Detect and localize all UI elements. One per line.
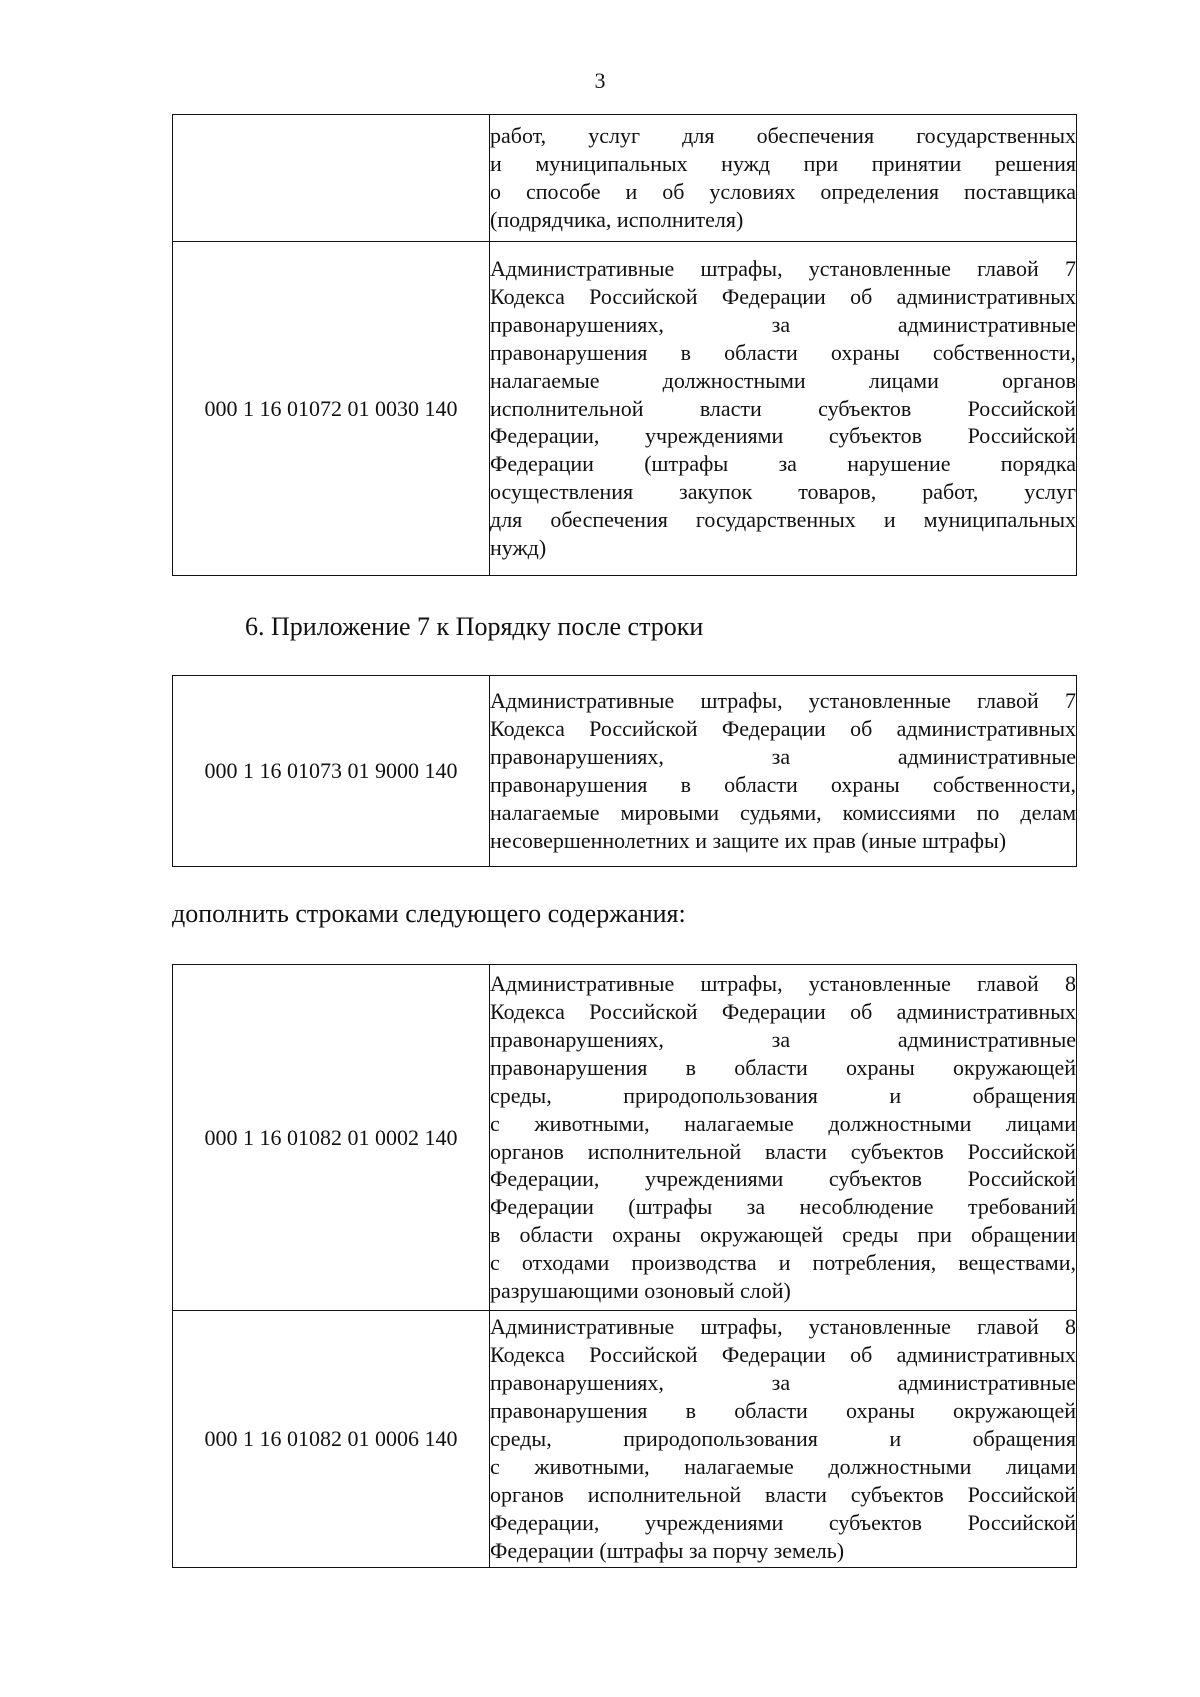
budget-codes-table-1 xyxy=(172,114,1077,576)
description-line: Федерации (штрафы за порчу земель) xyxy=(490,1537,845,1563)
description-line: Кодекса Российской Федерации об административных xyxy=(490,716,1076,742)
budget-code-cell: 000 1 16 01072 01 0030 140 xyxy=(173,242,490,576)
description-line: Кодекса Российской Федерации об административных xyxy=(490,998,1076,1024)
description-line: осуществления закупок товаров, работ, услуг xyxy=(490,479,1076,505)
description-line: правонарушениях, за административные xyxy=(490,311,1076,337)
description-line: несовершеннолетних и защите их прав (иные штрафы) xyxy=(490,827,1007,853)
budget-code-cell: 000 1 16 01073 01 9000 140 xyxy=(173,676,490,867)
description-line: правонарушения в области охраны окружающей xyxy=(490,1398,1076,1424)
budget-codes-table-3 xyxy=(172,964,1077,1568)
section-heading: дополнить строками следующего содержания: xyxy=(172,899,686,928)
description-line: нужд) xyxy=(490,535,547,561)
description-line: Административные штрафы, установленные главой 8 xyxy=(490,1314,1076,1340)
table-row xyxy=(173,115,1077,242)
description-line: (подрядчика, исполнителя) xyxy=(490,206,744,232)
description-line: правонарушениях, за административные xyxy=(490,744,1076,770)
description-line: правонарушения в области охраны собственности, xyxy=(490,772,1076,797)
description-line: с животными, налагаемые должностными лицами xyxy=(490,1453,1076,1479)
budget-codes-table-2 xyxy=(172,675,1077,867)
table-row xyxy=(173,242,1077,576)
description-line: разрушающими озоновый слой) xyxy=(490,1278,791,1304)
description-line: правонарушения в области охраны собственности, xyxy=(490,339,1076,365)
description-line: исполнительной власти субъектов Российской xyxy=(490,395,1076,421)
description-line: органов исполнительной власти субъектов Российской xyxy=(490,1138,1076,1164)
description-line: Федерации (штрафы за нарушение порядка xyxy=(490,451,1076,477)
description-line: с отходами производства и потребления, веществами, xyxy=(490,1250,1076,1276)
description-cell xyxy=(490,1311,1077,1568)
description-line: налагаемые должностными лицами органов xyxy=(490,367,1076,393)
page-number: 3 xyxy=(594,68,606,93)
description-cell xyxy=(490,242,1077,576)
description-line: правонарушения в области охраны окружающей xyxy=(490,1054,1076,1080)
description-line: о способе и об условиях определения поставщика xyxy=(490,179,1076,204)
budget-code-cell xyxy=(173,115,490,242)
description-line: работ, услуг для обеспечения государственных xyxy=(490,123,1076,149)
description-line: органов исполнительной власти субъектов Российской xyxy=(490,1481,1076,1507)
description-line: Административные штрафы, установленные главой 8 xyxy=(490,971,1076,997)
table-row xyxy=(173,965,1077,1311)
description-line: Федерации, учреждениями субъектов Российской xyxy=(490,1509,1076,1535)
description-line: и муниципальных нужд при принятии решения xyxy=(490,151,1076,177)
budget-code-cell: 000 1 16 01082 01 0002 140 xyxy=(173,965,490,1311)
table-row xyxy=(173,1311,1077,1568)
description-cell xyxy=(490,965,1077,1311)
description-line: Кодекса Российской Федерации об административных xyxy=(490,283,1076,309)
description-line: налагаемые мировыми судьями, комиссиями по делам xyxy=(490,799,1076,825)
description-line: Федерации, учреждениями субъектов Российской xyxy=(490,423,1076,449)
budget-code-cell: 000 1 16 01082 01 0006 140 xyxy=(173,1311,490,1568)
description-line: в области охраны окружающей среды при обращении xyxy=(490,1222,1076,1248)
description-line: Кодекса Российской Федерации об административных xyxy=(490,1342,1076,1368)
description-cell xyxy=(490,676,1077,867)
description-line: Административные штрафы, установленные главой 7 xyxy=(490,256,1076,282)
description-line: Федерации, учреждениями субъектов Российской xyxy=(490,1166,1076,1192)
description-line: среды, природопользования и обращения xyxy=(490,1426,1076,1452)
section-heading: 6. Приложение 7 к Порядку после строки xyxy=(245,612,704,641)
description-cell xyxy=(490,115,1077,242)
description-line: правонарушениях, за административные xyxy=(490,1026,1076,1052)
description-line: среды, природопользования и обращения xyxy=(490,1082,1076,1108)
description-line: Федерации (штрафы за несоблюдение требований xyxy=(490,1194,1076,1220)
description-line: Административные штрафы, установленные главой 7 xyxy=(490,688,1076,714)
description-line: правонарушениях, за административные xyxy=(490,1370,1076,1396)
table-row xyxy=(173,676,1077,867)
description-line: для обеспечения государственных и муниципальных xyxy=(490,507,1076,533)
description-line: с животными, налагаемые должностными лицами xyxy=(490,1110,1076,1136)
